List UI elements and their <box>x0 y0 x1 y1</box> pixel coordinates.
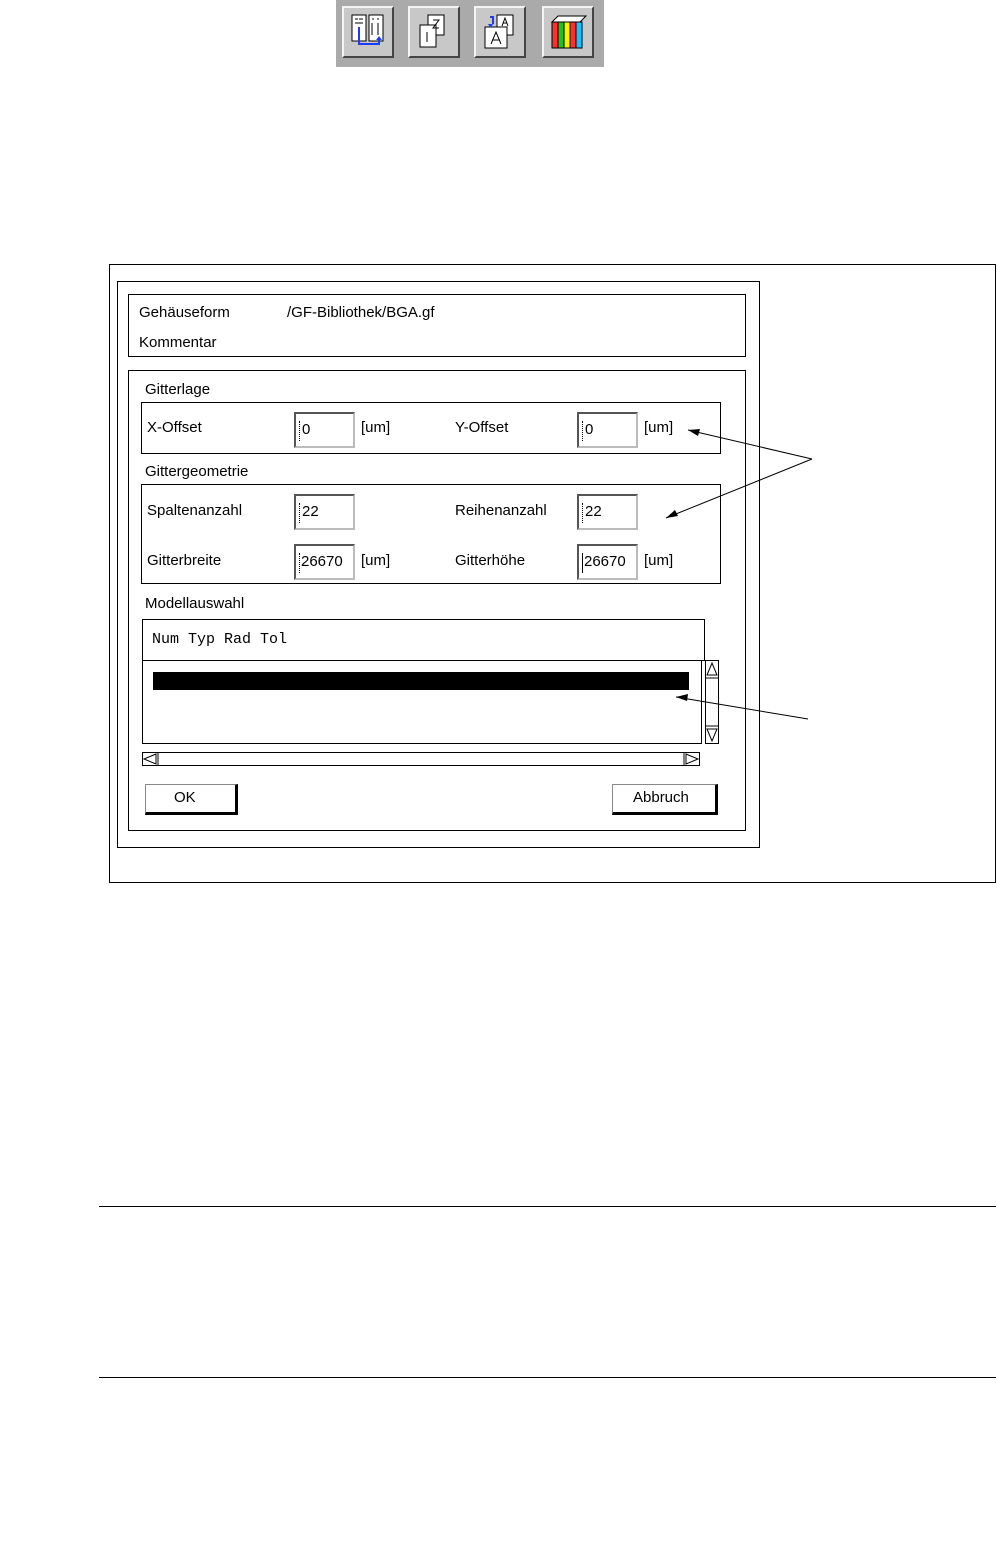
gitterhoehe-unit: [um] <box>644 552 674 569</box>
spaltenanzahl-label: Spaltenanzahl <box>147 502 243 519</box>
kommentar-label: Kommentar <box>139 334 217 351</box>
gittergeometrie-title: Gittergeometrie <box>145 463 249 480</box>
gitterbreite-label: Gitterbreite <box>147 552 222 569</box>
ok-button[interactable]: OK <box>145 784 238 815</box>
row-num: 1 <box>169 691 178 707</box>
gitterhoehe-label: Gitterhöhe <box>455 552 526 569</box>
divider-bottom <box>99 1377 996 1378</box>
x-offset-unit: [um] <box>361 419 391 436</box>
x-offset-input[interactable]: 0 <box>294 412 355 448</box>
gitterlage-title: Gitterlage <box>145 381 211 398</box>
cancel-button[interactable]: Abbruch <box>612 784 718 815</box>
modellauswahl-title: Modellauswahl <box>145 595 245 612</box>
reihenanzahl-label: Reihenanzahl <box>455 502 547 519</box>
row-typ: Ans <box>195 709 221 725</box>
list-header-text: Num Typ Rad Tol <box>152 631 288 648</box>
gitterhoehe-input[interactable]: 26670 <box>577 544 638 580</box>
gehaeuseform-value: /GF-Bibliothek/BGA.gf <box>287 304 435 321</box>
reihenanzahl-input[interactable]: 22 <box>577 494 638 530</box>
y-offset-label: Y-Offset <box>455 419 509 436</box>
spaltenanzahl-input[interactable]: 22 <box>294 494 355 530</box>
divider-top <box>99 1206 996 1207</box>
x-offset-label: X-Offset <box>147 419 202 436</box>
y-offset-input[interactable]: 0 <box>577 412 638 448</box>
gitterbreite-unit: [um] <box>361 552 391 569</box>
gehaeuseform-label: Gehäuseform <box>139 304 230 321</box>
row-rad: 375 <box>239 727 265 743</box>
y-offset-unit: [um] <box>644 419 674 436</box>
gitterbreite-input[interactable]: 26670 <box>294 544 355 580</box>
